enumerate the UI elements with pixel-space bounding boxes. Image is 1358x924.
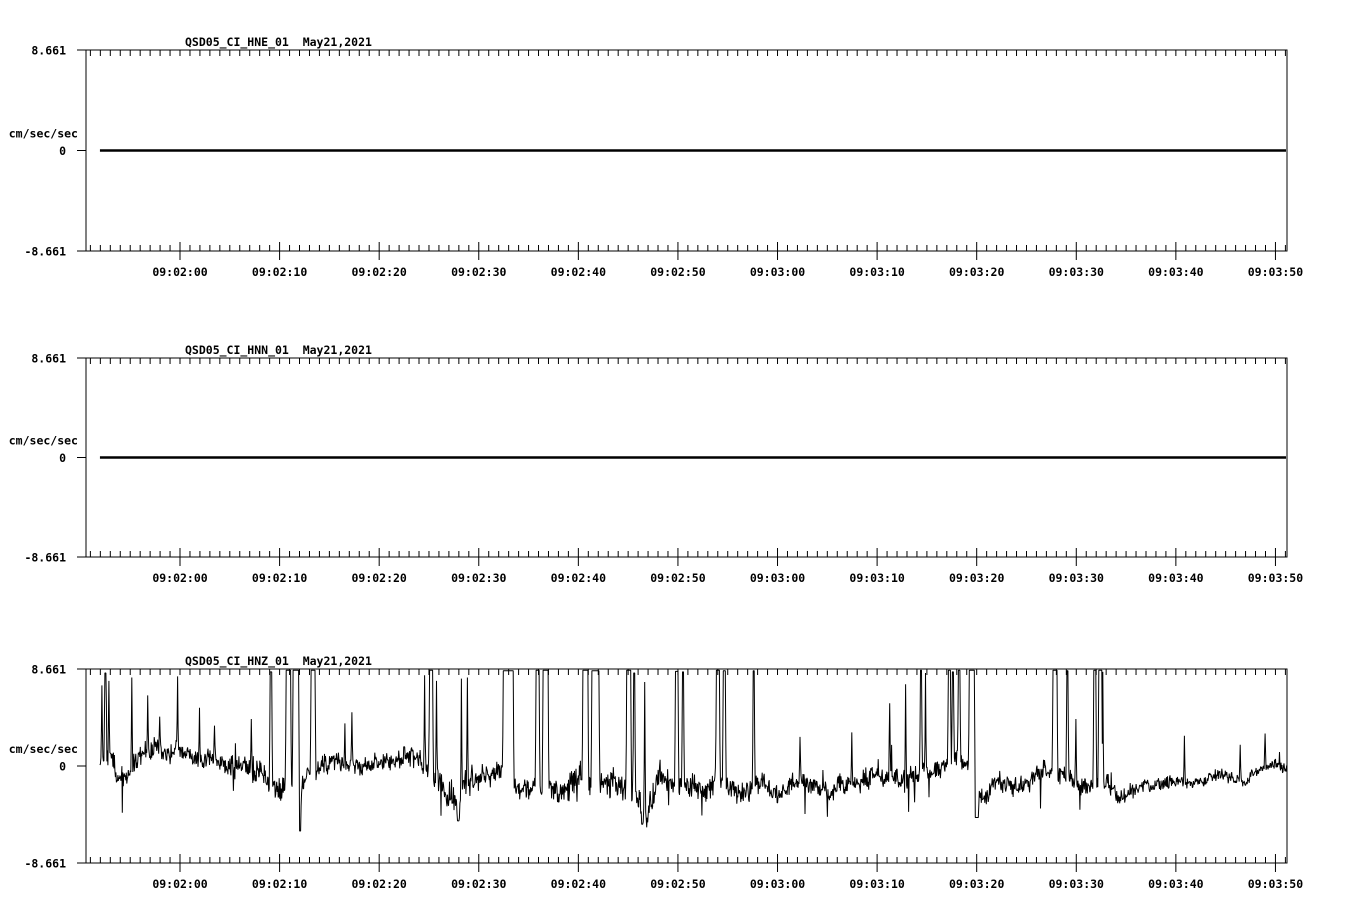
x-tick-label: 09:02:30 — [451, 571, 507, 585]
y-zero-label-hne: 0 — [59, 144, 66, 158]
y-min-label-hnn: -8.661 — [24, 550, 66, 565]
x-tick-label: 09:03:20 — [948, 571, 1005, 585]
y-zero-label-hnn: 0 — [59, 451, 66, 465]
x-tick-label: 09:02:40 — [550, 877, 607, 891]
x-tick-label: 09:03:40 — [1148, 877, 1204, 891]
x-tick-label: 09:03:30 — [1048, 877, 1104, 891]
x-tick-label: 09:02:50 — [650, 571, 706, 585]
y-max-label-hnn: 8.661 — [31, 351, 66, 366]
x-tick-label: 09:02:20 — [351, 877, 407, 891]
y-units-label-hne: cm/sec/sec — [8, 126, 78, 141]
y-min-label-hnz: -8.661 — [24, 856, 66, 871]
x-tick-label: 09:03:30 — [1048, 265, 1104, 279]
x-tick-label: 09:03:40 — [1148, 265, 1204, 279]
x-tick-label: 09:02:50 — [650, 877, 706, 891]
x-tick-label: 09:03:00 — [749, 877, 806, 891]
x-tick-label: 09:02:30 — [451, 877, 507, 891]
x-tick-label: 09:02:10 — [251, 571, 308, 585]
y-zero-label-hnz: 0 — [59, 759, 66, 774]
x-tick-label: 09:03:20 — [948, 877, 1005, 891]
x-tick-labels-hnn — [152, 571, 1303, 585]
plot-title-hnz: QSD05_CI_HNZ_01 May21,2021 — [185, 654, 372, 668]
x-tick-labels-hne — [152, 265, 1303, 279]
plot-title-hne: QSD05_CI_HNE_01 May21,2021 — [185, 35, 372, 49]
x-tick-label: 09:02:40 — [550, 265, 607, 279]
panel-hnz — [9, 654, 1303, 891]
y-units-label-hnz: cm/sec/sec — [8, 742, 78, 756]
x-tick-label: 09:02:20 — [351, 265, 407, 279]
x-tick-label: 09:03:10 — [849, 571, 905, 585]
x-tick-label: 09:03:20 — [948, 265, 1005, 279]
y-units-label-hnn: cm/sec/sec — [8, 433, 78, 448]
panel-hne — [9, 35, 1303, 279]
noise-trace-HNZ — [100, 670, 1287, 831]
x-tick-label: 09:02:40 — [550, 571, 607, 585]
x-tick-label: 09:02:10 — [251, 877, 308, 891]
x-tick-label: 09:03:10 — [849, 265, 905, 279]
x-tick-label: 09:03:50 — [1247, 265, 1304, 279]
axes-hne — [77, 50, 1287, 260]
x-tick-label: 09:02:50 — [650, 265, 706, 279]
x-tick-label: 09:03:30 — [1048, 571, 1104, 585]
x-tick-label: 09:02:00 — [152, 877, 208, 891]
x-tick-label: 09:03:00 — [749, 571, 806, 585]
x-tick-label: 09:02:00 — [152, 571, 208, 585]
x-tick-label: 09:02:00 — [152, 265, 208, 279]
plot-title-hnn: QSD05_CI_HNN_01 May21,2021 — [185, 343, 372, 357]
x-tick-labels-hnz — [152, 877, 1303, 891]
panel-hnn — [9, 343, 1303, 585]
x-tick-label: 09:03:10 — [849, 877, 905, 891]
x-tick-label: 09:02:30 — [451, 265, 507, 279]
y-min-label-hne: -8.661 — [24, 244, 66, 259]
x-tick-label: 09:02:20 — [351, 571, 407, 585]
axes-hnn — [77, 358, 1287, 566]
y-max-label-hnz: 8.661 — [31, 662, 66, 677]
x-tick-label: 09:03:50 — [1247, 877, 1304, 891]
y-max-label-hne: 8.661 — [31, 43, 66, 58]
x-tick-label: 09:03:40 — [1148, 571, 1204, 585]
x-tick-label: 09:02:10 — [251, 265, 308, 279]
x-tick-label: 09:03:00 — [749, 265, 806, 279]
x-tick-label: 09:03:50 — [1247, 571, 1304, 585]
trace-hnz — [100, 670, 1287, 831]
